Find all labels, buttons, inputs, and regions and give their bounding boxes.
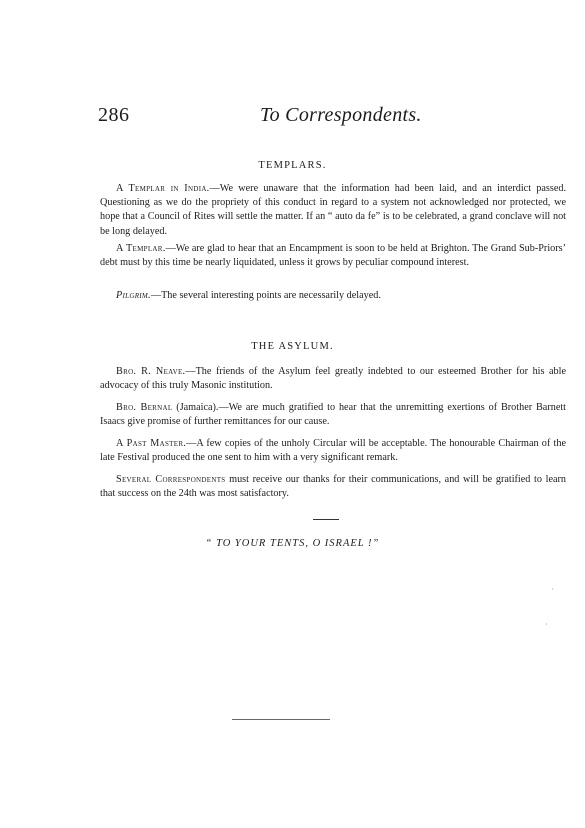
several-correspondents-lead: Several Correspondents <box>116 474 226 485</box>
bro-bernal-lead: Bro. Bernal <box>116 402 173 413</box>
running-title: To Correspondents. <box>260 104 422 126</box>
page-speck: · <box>551 585 554 594</box>
page-speck: · <box>545 620 548 629</box>
bro-bernal-text: (Jamaica).—We are much gratified to hear that the unremitting exertions of Brother Barnett Isaacs give promise of further remittances for our cause. <box>100 402 566 428</box>
bro-neave-text: —The friends of the Asylum feel greatly indebted to our esteemed Brother for his able advocacy of this truly Masonic institution. <box>100 366 566 392</box>
pilgrim-paragraph <box>100 289 566 303</box>
templar-in-india-lead: A Templar in India. <box>116 183 210 194</box>
templar-in-india-paragraph <box>100 182 566 239</box>
several-correspondents-paragraph <box>100 473 566 501</box>
motto: “ TO YOUR TENTS, O ISRAEL !” <box>205 538 380 549</box>
running-head <box>98 104 468 134</box>
templar-in-india-text: —We were unaware that the information had been laid, and an interdict passed. Questioning as we do the propriety of this conduct in regard to a system not acknowledged nor protected, we hope that a Council of Rites will settle the matter. If an “ auto da fe” is to be celebrated, a grand conclave will not be long delayed. <box>100 183 566 237</box>
past-master-lead: A Past Master. <box>116 438 187 449</box>
pilgrim-lead: Pilgrim. <box>116 290 151 301</box>
templars-heading: TEMPLARS. <box>258 160 327 171</box>
past-master-paragraph <box>100 437 566 465</box>
pilgrim-text: —The several interesting points are necessarily delayed. <box>150 290 381 301</box>
bro-bernal-paragraph <box>100 401 566 429</box>
bro-neave-paragraph <box>100 365 566 393</box>
section-divider-rule <box>313 519 339 520</box>
bottom-rule <box>232 719 330 720</box>
several-correspondents-text: must receive our thanks for their communications, and will be gratified to learn that success on the 24th was most satisfactory. <box>100 474 566 500</box>
asylum-heading: THE ASYLUM. <box>251 341 334 352</box>
page-number: 286 <box>98 104 130 126</box>
templar-text: —We are glad to hear that an Encampment is soon to be held at Brighton. The Grand Sub-Priors’ debt must by this time be nearly liquidated, unless it grows by peculiar compound interest. <box>100 243 566 269</box>
past-master-text: —A few copies of the unholy Circular will be acceptable. The honourable Chairman of the late Festival produced the one sent to him with a very significant remark. <box>100 438 566 464</box>
templar-paragraph <box>100 242 566 270</box>
bro-neave-lead: Bro. R. Neave. <box>116 366 186 377</box>
templar-lead: A Templar. <box>116 243 166 254</box>
